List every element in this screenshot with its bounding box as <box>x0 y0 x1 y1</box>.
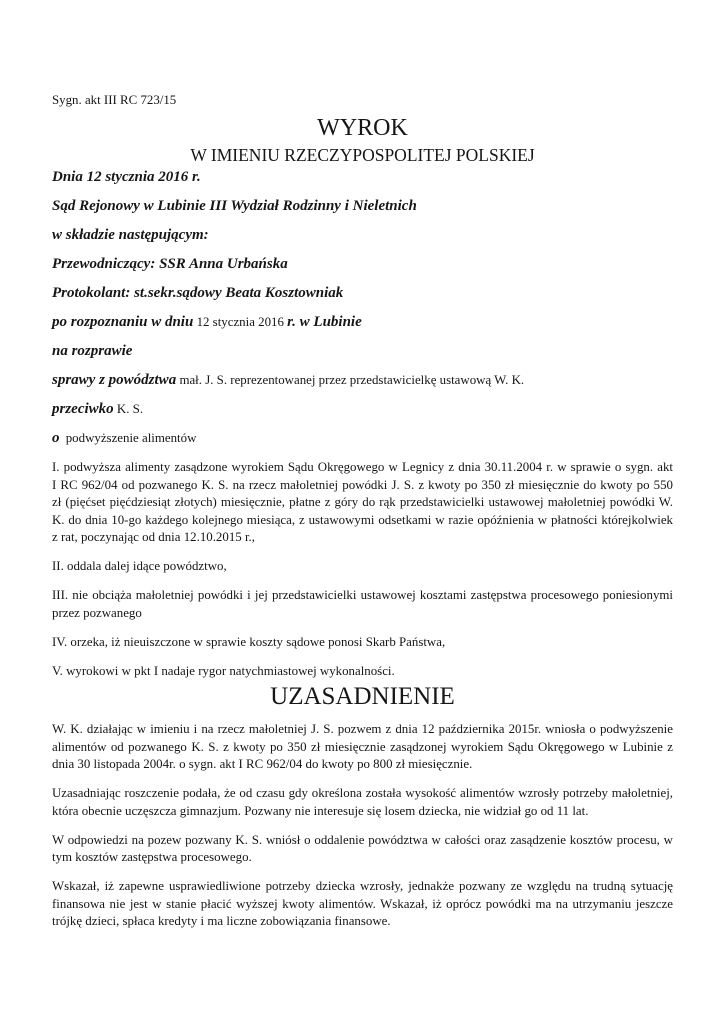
paragraph-line: trójkę dzieci, spłaca kredyty i ma liczne zobowiązania finansowe. <box>52 914 391 929</box>
paragraph-line: W. K. działając w imieniu i na rzecz małoletniej J. S. pozwem z dnia 12 października 2015r. wniosła o podwyższenie <box>52 722 673 737</box>
verdict-title: WYROK <box>317 115 408 141</box>
defendant-line <box>52 401 673 419</box>
court-clerk: Protokolant: st.sekr.sądowy Beata Kosztowniak <box>52 285 344 302</box>
claimant-line <box>52 372 673 390</box>
case-number: Sygn. akt III RC 723/15 <box>52 93 177 107</box>
justification-paragraph-2 <box>52 785 673 820</box>
paragraph-line: alimentów od pozwanego K. S. z kwoty po 350 zł miesięcznie zasądzonej wyrokiem Sądu Okręgowego w Lubinie z <box>52 739 673 754</box>
court-name: Sąd Rejonowy w Lubinie III Wydział Rodzinny i Nieletnich <box>52 198 417 215</box>
paragraph-line: K. do dnia 10-go każdego kolejnego miesiąca, z ustawowymi odsetkami w razie opóźnienia w płatności którejkolwiek <box>52 512 673 527</box>
justification-paragraph-1 <box>52 721 673 774</box>
paragraph-line: finansowa nie jest w stanie płacić wyższej kwoty alimentów. Wskazał, iż oprócz powódki ma na utrzymaniu jeszcze <box>52 896 673 911</box>
hearing-date: 12 stycznia 2016 <box>196 315 284 330</box>
paragraph-line: Wskazał, iż zapewne usprawiedliwione potrzeby dziecka wzrosły, jednakże pozwany ze względu na trudną sytuację <box>52 879 673 894</box>
verdict-point-4 <box>52 634 673 652</box>
session-type: na rozprawie <box>52 343 133 360</box>
judgment-date: Dnia 12 stycznia 2016 r. <box>52 169 201 186</box>
subject-value: podwyższenie alimentów <box>65 431 197 446</box>
composition-label: w składzie następującym: <box>52 227 209 244</box>
presiding-judge: Przewodniczący: SSR Anna Urbańska <box>52 256 288 273</box>
justification-paragraph-3 <box>52 832 673 867</box>
justification-paragraph-4 <box>52 878 673 931</box>
verdict-point-5 <box>52 663 673 681</box>
judgment-document <box>52 0 673 931</box>
verdict-point-3 <box>52 587 673 622</box>
defendant-value: K. S. <box>116 402 144 417</box>
paragraph-line: zł (pięćset pięćdziesiąt złotych) miesięcznie, płatne z góry do rąk przedstawicielki ustawowej małoletniej powódki W. <box>52 495 673 510</box>
paragraph-line: tym kosztów zastępstwa procesowego. <box>52 850 252 865</box>
hearing-place: r. w Lubinie <box>287 314 362 331</box>
paragraph-line: V. wyrokowi w pkt I nadaje rygor natychmiastowej wykonalności. <box>52 663 395 678</box>
paragraph-line: z rat, poczynając od dnia 12.10.2015 r., <box>52 530 255 545</box>
paragraph-line: dnia 30 listopada 2004r. o sygn. akt I RC 962/04 do kwoty po 800 zł miesięcznie. <box>52 757 473 772</box>
verdict-subtitle: W IMIENIU RZECZYPOSPOLITEJ POLSKIEJ <box>190 145 535 165</box>
hearing-line <box>52 314 673 332</box>
paragraph-line: W odpowiedzi na pozew pozwany K. S. wniósł o oddalenie powództwa w całości oraz zasądzenie kosztów procesu, w <box>52 832 673 847</box>
verdict-point-2 <box>52 558 673 576</box>
defendant-label: przeciwko <box>52 401 114 418</box>
justification-title: UZASADNIENIE <box>270 683 455 710</box>
paragraph-line: IV. orzeka, iż nieuiszczone w sprawie koszty sądowe ponosi Skarb Państwa, <box>52 634 446 649</box>
subject-line <box>52 430 673 448</box>
claimant-label: sprawy z powództwa <box>52 372 177 389</box>
paragraph-line: II. oddala dalej idące powództwo, <box>52 559 227 574</box>
subject-label: o <box>52 430 60 447</box>
paragraph-line: Uzasadniając roszczenie podała, że od czasu gdy określona została wysokość alimentów wzrosły potrzeby małoletniej, <box>52 786 673 801</box>
claimant-value: mał. J. S. reprezentowanej przez przedstawicielkę ustawową W. K. <box>179 373 525 388</box>
paragraph-line: przez pozwanego <box>52 605 142 620</box>
verdict-point-1 <box>52 459 673 547</box>
paragraph-line: I. podwyższa alimenty zasądzone wyrokiem Sądu Okręgowego w Legnicy z dnia 30.11.2004 r. w sprawie o sygn. akt <box>52 460 673 475</box>
paragraph-line: która obecnie uczęszcza gimnazjum. Pozwany nie interesuje się losem dziecka, nie widział go od 11 lat. <box>52 803 589 818</box>
hearing-label: po rozpoznaniu w dniu <box>52 314 194 331</box>
paragraph-line: III. nie obciąża małoletniej powódki i jej przedstawicielki ustawowej kosztami zastępstwa procesowego poniesionymi <box>52 588 673 603</box>
paragraph-line: I RC 962/04 od pozwanego K. S. na rzecz małoletniej powódki J. S. z kwoty po 350 zł miesięcznie do kwoty po 550 <box>52 477 673 492</box>
